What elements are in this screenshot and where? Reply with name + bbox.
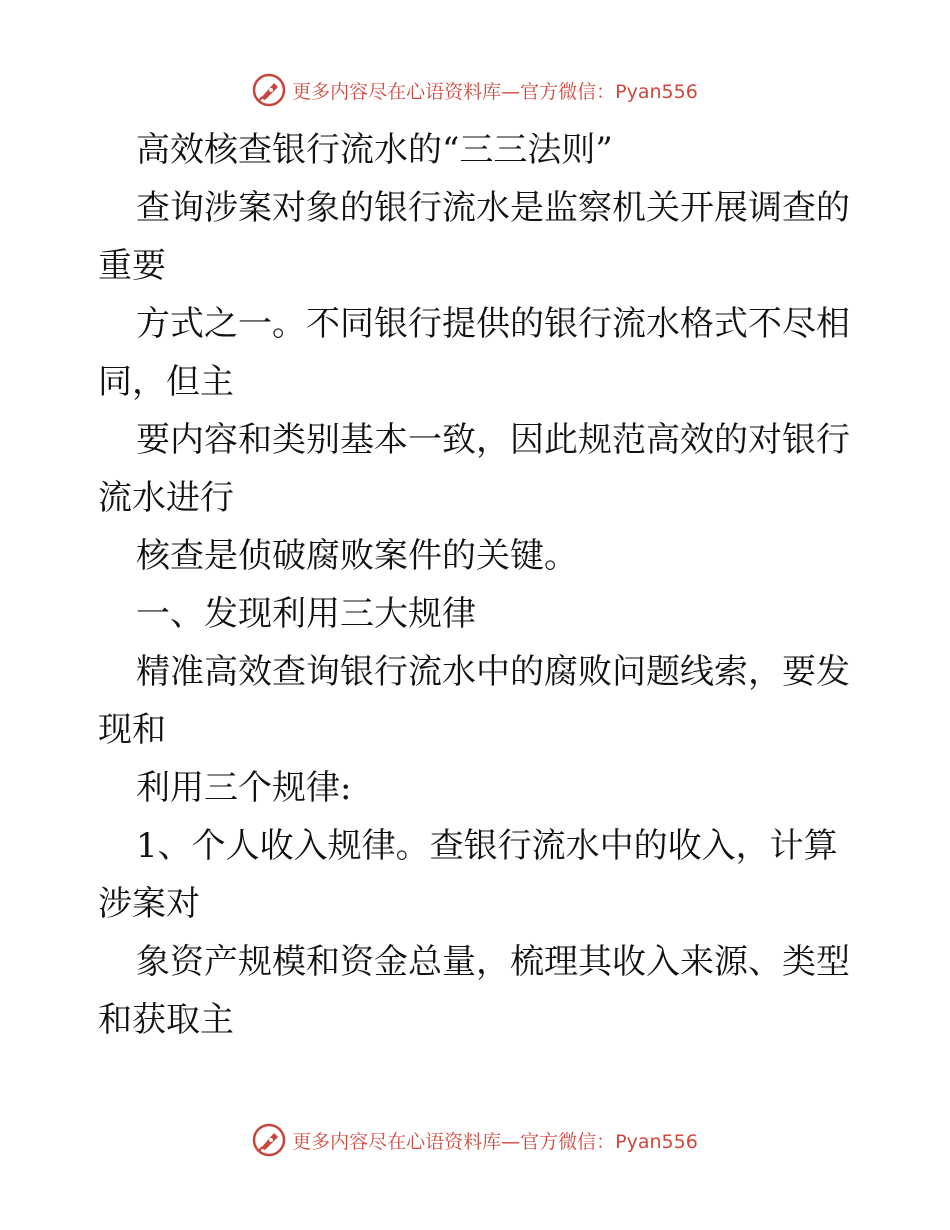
text-line: 同，但主: [98, 362, 234, 402]
text-line: 1、个人收入规律。查银行流水中的收入，计算: [136, 826, 838, 866]
text-line: 要内容和类别基本一致，因此规范高效的对银行: [136, 420, 850, 460]
watermark-text: 更多内容尽在心语资料库—官方微信：Pyan556: [292, 1130, 698, 1153]
text-line: 和获取主: [98, 1000, 234, 1040]
text-line: 涉案对: [98, 884, 200, 924]
text-line: 精准高效查询银行流水中的腐败问题线索，要发: [136, 652, 850, 692]
pen-nib-logo-icon: [252, 73, 286, 107]
pen-nib-logo-icon: [252, 1123, 286, 1157]
footer-watermark: [0, 1120, 950, 1160]
text-line: 查询涉案对象的银行流水是监察机关开展调查的: [136, 188, 850, 228]
document-title: 高效核查银行流水的“三三法则”: [136, 130, 613, 170]
section-heading: 一、发现利用三大规律: [136, 594, 476, 634]
text-line: 核查是侦破腐败案件的关键。: [136, 536, 578, 576]
text-line: 流水进行: [98, 478, 234, 518]
text-line: 现和: [98, 710, 166, 750]
header-watermark: [0, 70, 950, 110]
document-body: [98, 121, 858, 1049]
text-line: 重要: [98, 246, 166, 286]
text-line: 方式之一。不同银行提供的银行流水格式不尽相: [136, 304, 850, 344]
text-line: 利用三个规律:: [136, 768, 352, 808]
text-line: 象资产规模和资金总量，梳理其收入来源、类型: [136, 942, 850, 982]
watermark-text: 更多内容尽在心语资料库—官方微信：Pyan556: [292, 80, 698, 103]
